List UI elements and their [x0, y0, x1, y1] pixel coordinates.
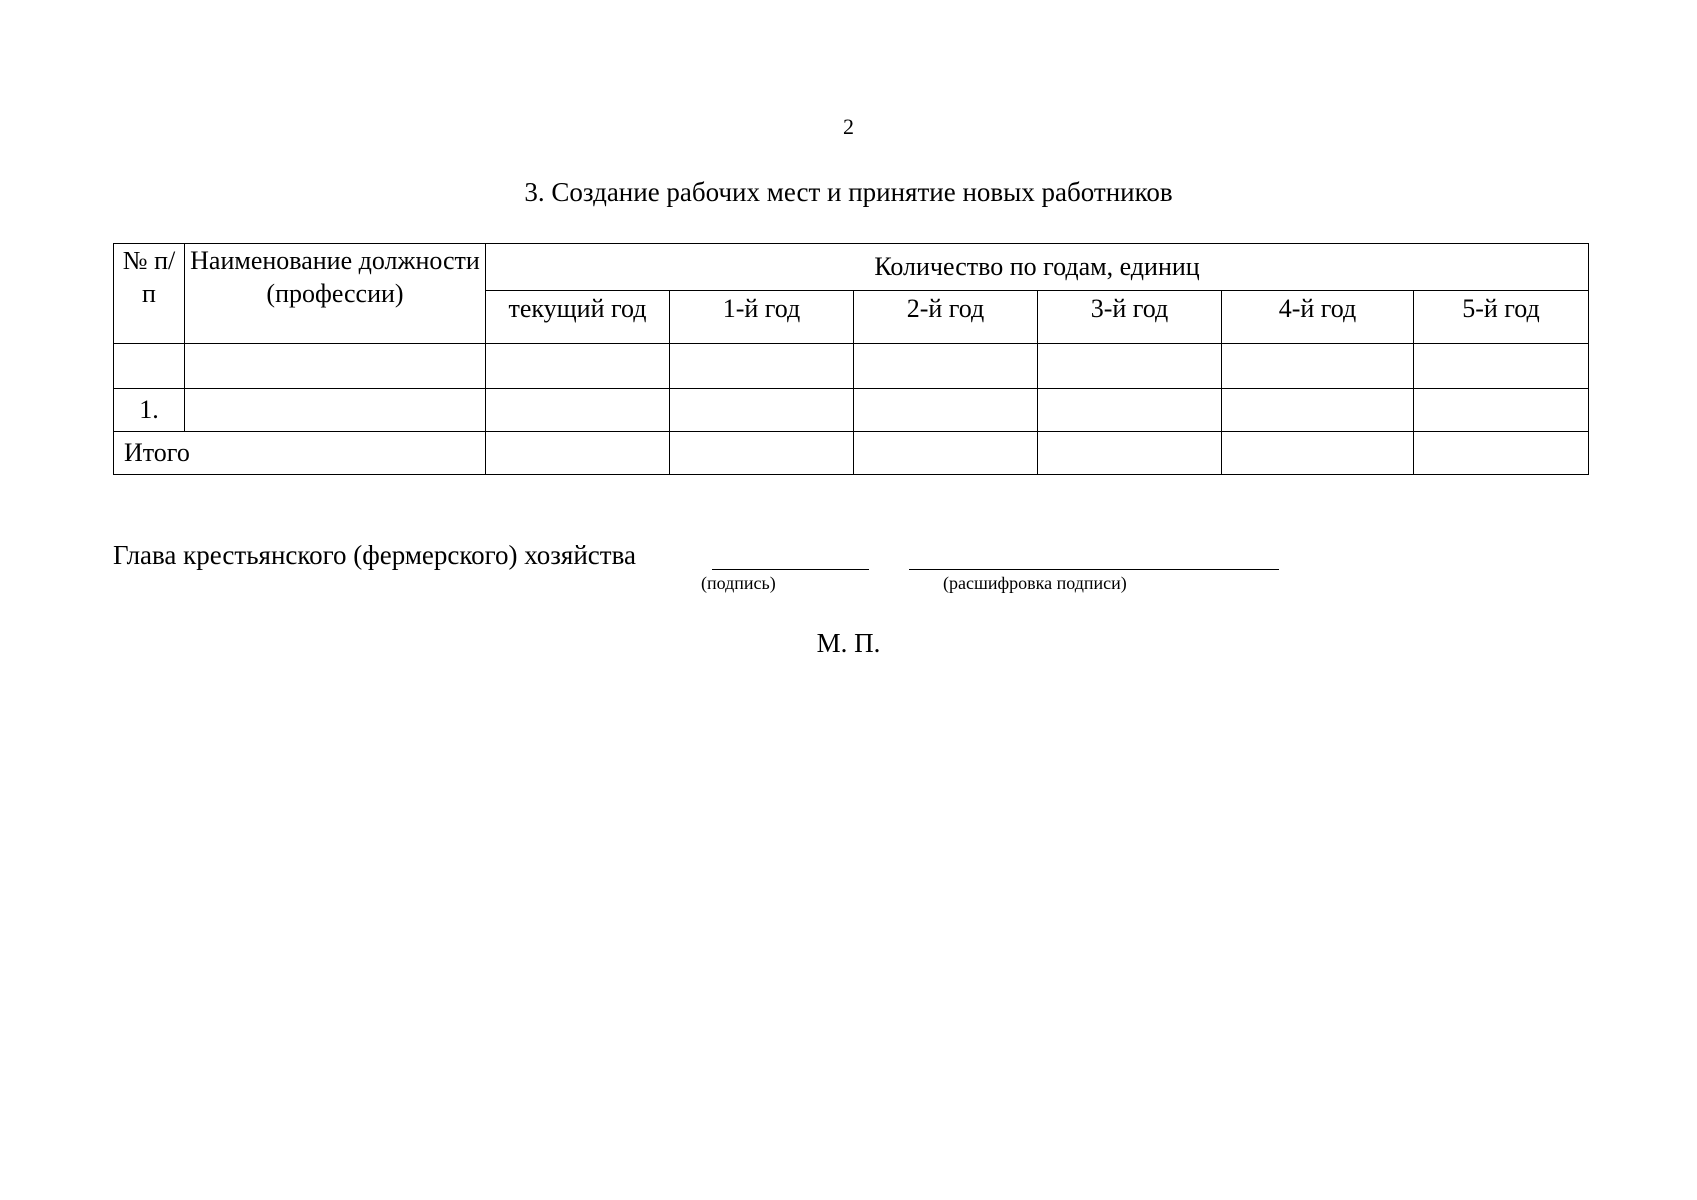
column-number — [185, 344, 486, 389]
row-value[interactable] — [1222, 389, 1414, 432]
total-value[interactable] — [1038, 432, 1222, 475]
signature-decipher-line[interactable] — [909, 569, 1279, 570]
column-number — [486, 344, 670, 389]
signatory-label: Глава крестьянского (фермерского) хозяйства — [113, 540, 636, 570]
header-position-name: Наименование должности (профессии) — [185, 244, 486, 344]
column-number — [1038, 344, 1222, 389]
row-num: 1. — [114, 389, 185, 432]
header-year: 5-й год — [1414, 291, 1589, 344]
row-value[interactable] — [1038, 389, 1222, 432]
total-label: Итого — [114, 432, 486, 475]
section-title: 3. Создание рабочих мест и принятие новых работников — [524, 177, 1173, 207]
column-number — [854, 344, 1038, 389]
total-value[interactable] — [854, 432, 1038, 475]
header-year: 1-й год — [670, 291, 854, 344]
column-number — [114, 344, 185, 389]
table-row — [114, 389, 1589, 432]
total-row — [114, 432, 1589, 475]
row-value[interactable] — [1414, 389, 1589, 432]
table-header-row — [114, 244, 1589, 291]
total-value[interactable] — [1222, 432, 1414, 475]
page-number: 2 — [843, 114, 854, 139]
column-number — [670, 344, 854, 389]
jobs-table — [113, 243, 1589, 475]
signature-line[interactable] — [712, 569, 869, 570]
signature-decipher-caption: (расшифровка подписи) — [943, 573, 1127, 593]
header-year: 2-й год — [854, 291, 1038, 344]
row-value[interactable] — [854, 389, 1038, 432]
header-year: текущий год — [486, 291, 670, 344]
stamp-place: М. П. — [816, 628, 881, 658]
row-position-name[interactable] — [185, 389, 486, 432]
column-number — [1414, 344, 1589, 389]
total-value[interactable] — [486, 432, 670, 475]
header-num: № п/п — [114, 244, 185, 344]
header-year: 3-й год — [1038, 291, 1222, 344]
total-value[interactable] — [1414, 432, 1589, 475]
signature-caption: (подпись) — [701, 573, 776, 593]
header-year: 4-й год — [1222, 291, 1414, 344]
column-number-row — [114, 344, 1589, 389]
row-value[interactable] — [670, 389, 854, 432]
total-value[interactable] — [670, 432, 854, 475]
row-value[interactable] — [486, 389, 670, 432]
header-quantity-by-years: Количество по годам, единиц — [486, 244, 1589, 291]
column-number — [1222, 344, 1414, 389]
